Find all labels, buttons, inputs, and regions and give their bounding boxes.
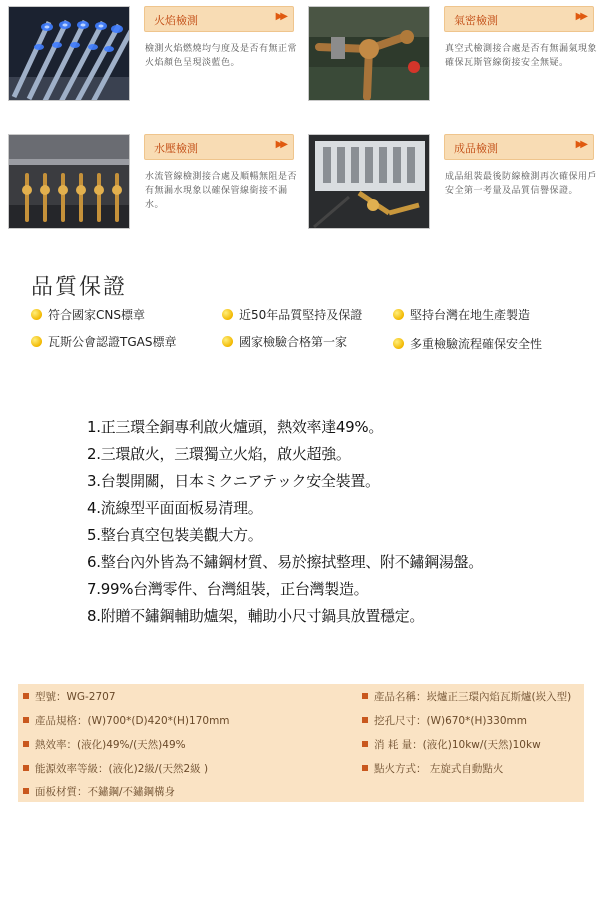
inspection-card-flame <box>8 6 300 106</box>
finished-product-test-title: 成品檢測 <box>454 142 498 155</box>
finished-product-test-description: 成品組裝最後防線檢測再次確保用戶安全第一考量及品質信譽保證。 <box>445 172 598 196</box>
square-bullet-icon <box>23 765 29 771</box>
double-arrow-icon: ▶▶ <box>575 139 585 150</box>
finished-product-test-tab[interactable] <box>444 134 594 160</box>
spec-dimensions: 產品規格：(W)700*(D)420*(H)170mm <box>35 715 230 727</box>
square-bullet-icon <box>23 717 29 723</box>
quality-item <box>222 306 362 323</box>
square-bullet-icon <box>362 693 368 699</box>
inspection-card-water-pressure <box>8 134 300 234</box>
spec-item <box>362 761 503 776</box>
quality-item-label: 多重檢驗流程確保安全性 <box>410 337 543 351</box>
double-arrow-icon: ▶▶ <box>275 139 285 150</box>
square-bullet-icon <box>362 765 368 771</box>
feature-item: 8.附贈不鏽鋼輔助爐架，輔助小尺寸鍋具放置穩定。 <box>87 607 425 625</box>
feature-item: 2.三環啟火，三環獨立火焰，啟火超強。 <box>87 445 351 463</box>
spec-product-name: 產品名稱：崁爐正三環內焰瓦斯爐(崁入型) <box>374 691 572 703</box>
water-pressure-test-title: 水壓檢測 <box>154 142 198 155</box>
water-pressure-test-description: 水流管線檢測接合處及順暢無阻是否有無漏水現象以確保管線銜接不漏水。 <box>145 172 298 210</box>
spec-item <box>362 713 527 728</box>
spec-consumption: 消 耗 量：(液化)10kw/(天然)10kw <box>374 739 541 751</box>
finished-product-test-photo <box>308 134 430 229</box>
spec-energy-grade: 能源效率等級：(液化)2級/(天然2級 ) <box>35 763 209 775</box>
feature-item: 5.整台真空包裝美觀大方。 <box>87 526 263 544</box>
feature-item: 4.流線型平面面板易清理。 <box>87 499 263 517</box>
spec-item <box>23 713 230 728</box>
flame-test-photo <box>8 6 130 101</box>
quality-item <box>31 306 145 323</box>
spec-model: 型號：WG-2707 <box>35 691 116 703</box>
inspection-card-finished-product <box>308 134 600 234</box>
double-arrow-icon: ▶▶ <box>575 11 585 22</box>
spec-panel-material: 面板材質：不鏽鋼/不鏽鋼構身 <box>35 786 176 798</box>
quality-item-label: 符合國家CNS標章 <box>48 308 145 322</box>
bullet-dot-icon <box>393 338 404 349</box>
feature-list <box>87 414 483 630</box>
water-pressure-test-tab[interactable] <box>144 134 294 160</box>
spec-cutout-size: 挖孔尺寸：(W)670*(H)330mm <box>374 715 527 727</box>
feature-item: 1.正三環全銅專利啟火爐頭，熱效率達49%。 <box>87 418 384 436</box>
spec-panel <box>18 684 584 802</box>
bullet-dot-icon <box>222 309 233 320</box>
quality-item-label: 國家檢驗合格第一家 <box>239 335 348 349</box>
quality-item <box>393 306 530 323</box>
square-bullet-icon <box>23 788 29 794</box>
spec-ignition: 點火方式： 左旋式自動點火 <box>374 763 504 775</box>
airtight-test-photo <box>308 6 430 101</box>
inspection-card-airtight <box>308 6 600 106</box>
airtight-test-description: 真空式檢測接合處是否有無漏氣現象確保瓦斯管線銜接安全無疑。 <box>445 44 598 68</box>
square-bullet-icon <box>23 741 29 747</box>
quality-item-label: 瓦斯公會認證TGAS標章 <box>48 335 177 349</box>
quality-item-label: 堅持台灣在地生產製造 <box>410 308 531 322</box>
feature-item: 6.整台內外皆為不鏽鋼材質、易於擦拭整理、附不鏽鋼湯盤。 <box>87 553 483 571</box>
airtight-test-tab[interactable] <box>444 6 594 32</box>
square-bullet-icon <box>362 741 368 747</box>
water-pressure-test-photo <box>8 134 130 229</box>
double-arrow-icon: ▶▶ <box>275 11 285 22</box>
quality-item <box>393 335 542 352</box>
quality-item <box>31 333 176 350</box>
spec-thermal-efficiency: 熱效率：(液化)49%/(天然)49% <box>35 739 186 751</box>
bullet-dot-icon <box>31 336 42 347</box>
feature-item: 3.台製開關，日本ミクニアテック安全裝置。 <box>87 472 380 490</box>
flame-test-description: 檢測火焰燃燒均勻度及是否有無正常火焰顏色呈現淡藍色。 <box>145 44 298 68</box>
airtight-test-title: 氣密檢測 <box>454 14 498 27</box>
feature-item: 7.99%台灣零件、台灣組裝，正台灣製造。 <box>87 580 369 598</box>
quality-item <box>222 333 347 350</box>
flame-test-tab[interactable] <box>144 6 294 32</box>
quality-title: 品質保證 <box>31 275 128 300</box>
spec-item <box>23 689 116 704</box>
square-bullet-icon <box>362 717 368 723</box>
spec-item <box>23 737 186 752</box>
spec-item <box>23 784 175 799</box>
bullet-dot-icon <box>31 309 42 320</box>
bullet-dot-icon <box>222 336 233 347</box>
spec-item <box>362 689 571 704</box>
spec-item <box>23 761 208 776</box>
spec-item <box>362 737 541 752</box>
bullet-dot-icon <box>393 309 404 320</box>
square-bullet-icon <box>23 693 29 699</box>
flame-test-title: 火焰檢測 <box>154 14 198 27</box>
quality-item-label: 近50年品質堅持及保證 <box>239 308 363 322</box>
